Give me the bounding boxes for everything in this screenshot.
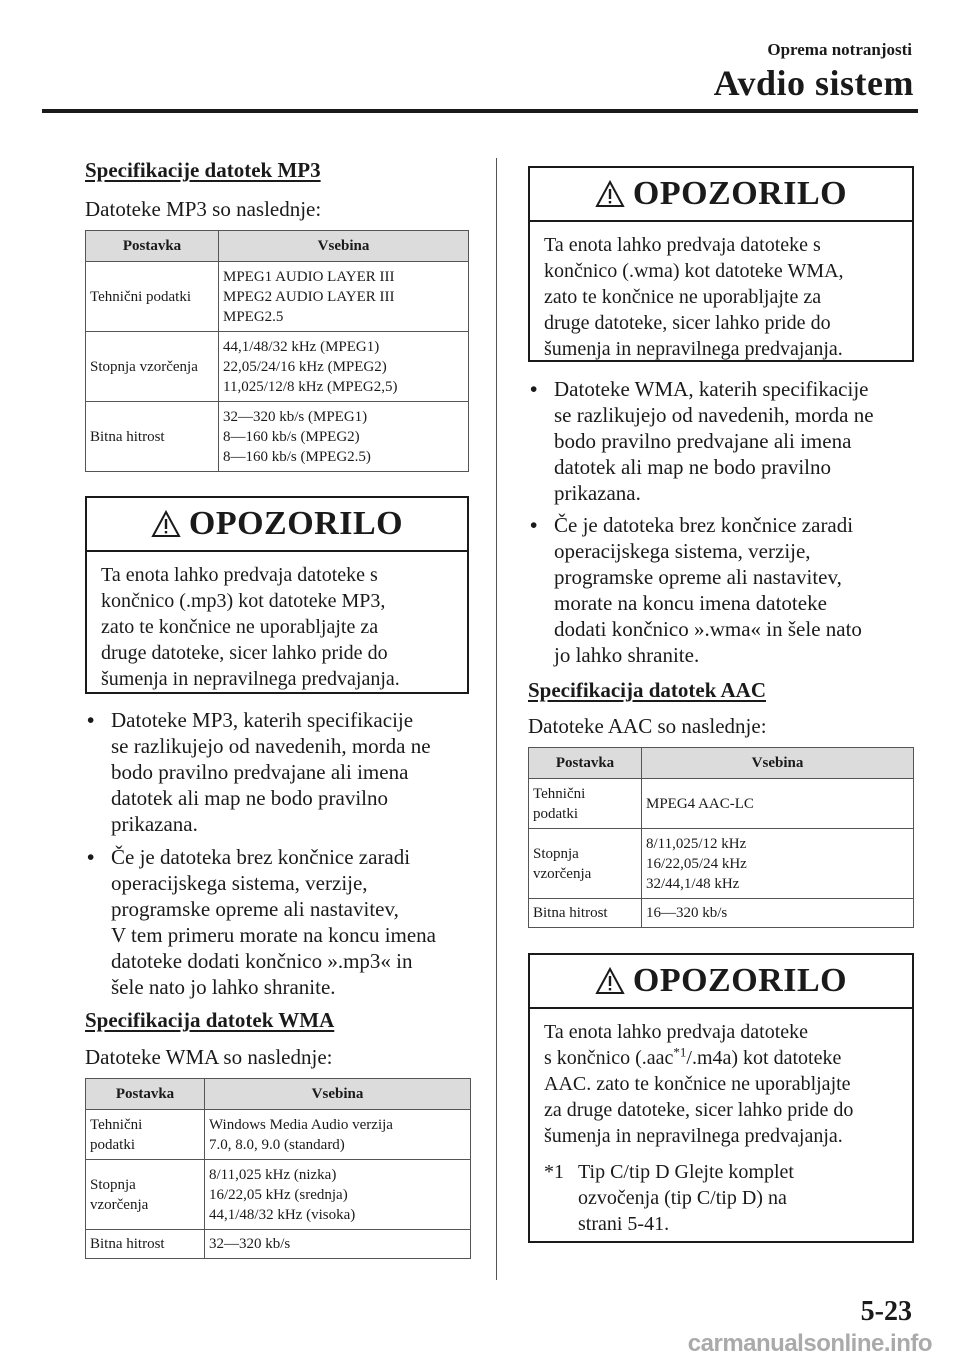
table-row xyxy=(86,1160,471,1230)
warning-line: šumenja in nepravilnega predvajanja. xyxy=(544,1125,843,1147)
list-item xyxy=(528,512,928,668)
warning-header xyxy=(87,498,467,552)
bullet-line: Datoteke MP3, katerih specifikacije xyxy=(111,708,414,732)
list-item xyxy=(528,376,928,506)
bullet-line: se razlikujejo od navedenih, morda ne xyxy=(554,403,874,427)
warning-header xyxy=(530,168,912,222)
warning-triangle-icon xyxy=(151,510,181,538)
col-header-item: Postavka xyxy=(529,748,642,779)
bullet-line: dodati končnico ».wma« in šele nato xyxy=(554,617,862,641)
table-row xyxy=(529,899,914,928)
row-value xyxy=(219,332,469,402)
warning-text xyxy=(530,222,912,372)
table-row xyxy=(86,332,469,402)
bullet-line: se razlikujejo od navedenih, morda ne xyxy=(111,734,431,758)
table-row xyxy=(529,829,914,899)
row-label: Bitna hitrost xyxy=(529,899,642,928)
bullet-line: šele nato jo lahko shranite. xyxy=(111,975,336,999)
bullet-line: Če je datoteka brez končnice zaradi xyxy=(554,513,854,537)
col-header-content: Vsebina xyxy=(205,1079,471,1110)
warning-triangle-icon xyxy=(595,180,625,208)
value-line: MPEG2.5 xyxy=(223,308,284,325)
bullet-line: programske opreme ali nastavitev, xyxy=(111,897,399,921)
warning-line: AAC. zato te končnice ne uporabljajte xyxy=(544,1073,851,1095)
col-header-content: Vsebina xyxy=(642,748,914,779)
warning-line: Ta enota lahko predvaja datoteke s xyxy=(101,564,378,586)
warning-line: končnico (.mp3) kot datoteke MP3, xyxy=(101,590,386,612)
page-number: 5-23 xyxy=(860,1296,912,1327)
col-header-item: Postavka xyxy=(86,1079,205,1110)
column-divider xyxy=(496,158,497,1280)
row-label: Bitna hitrost xyxy=(86,1230,205,1259)
label-line: podatki xyxy=(90,1136,135,1153)
bullet-line: operacijskega sistema, verzije, xyxy=(111,871,368,895)
value-line: 11,025/12/8 kHz (MPEG2,5) xyxy=(223,378,398,395)
aac-warning-box xyxy=(528,953,914,1243)
row-value xyxy=(205,1160,471,1230)
label-line: vzorčenja xyxy=(90,1196,149,1213)
value-line: 8/11,025 kHz (nizka) xyxy=(209,1166,337,1183)
wma-spec-table xyxy=(85,1078,471,1259)
list-item xyxy=(85,707,485,837)
row-label xyxy=(86,1160,205,1230)
warning-header xyxy=(530,955,912,1009)
row-value: 16―320 kb/s xyxy=(642,899,914,928)
mp3-warning-box xyxy=(85,496,469,694)
warning-line: Ta enota lahko predvaja datoteke s xyxy=(544,234,821,256)
label-line: podatki xyxy=(533,805,578,822)
warning-line: Ta enota lahko predvaja datoteke xyxy=(544,1021,809,1043)
bullet-line: datoteke dodati končnico ».mp3« in xyxy=(111,949,413,973)
table-row xyxy=(86,262,469,332)
row-label xyxy=(529,779,642,829)
table-header-row xyxy=(86,1079,471,1110)
row-value: MPEG4 AAC-LC xyxy=(642,779,914,829)
footnote-line: strani 5-41. xyxy=(578,1213,670,1235)
table-row xyxy=(529,779,914,829)
value-line: Windows Media Audio verzija xyxy=(209,1116,393,1133)
value-line: 44,1/48/32 kHz (MPEG1) xyxy=(223,338,380,355)
table-header-row xyxy=(529,748,914,779)
page-title: Avdio sistem xyxy=(713,63,914,103)
value-line: 8―160 kb/s (MPEG2) xyxy=(223,428,360,445)
warning-line: druge datoteke, sicer lahko pride do xyxy=(544,312,831,334)
wma-warning-box xyxy=(528,166,914,362)
bullet-line: jo lahko shranite. xyxy=(554,643,700,667)
warning-line: šumenja in nepravilnega predvajanja. xyxy=(101,668,400,690)
value-line: 8―160 kb/s (MPEG2.5) xyxy=(223,448,371,465)
warning-line-part: /.m4a) kot datoteke xyxy=(686,1047,842,1069)
mp3-spec-table xyxy=(85,230,469,472)
warning-line: zato te končnice ne uporabljajte za xyxy=(101,616,379,638)
watermark: carmanualsonline.info xyxy=(687,1330,932,1357)
list-item xyxy=(85,844,485,1000)
warning-line: druge datoteke, sicer lahko pride do xyxy=(101,642,388,664)
mp3-intro: Datoteke MP3 so naslednje: xyxy=(85,197,322,221)
value-line: 16/22,05/24 kHz xyxy=(646,855,747,872)
header-rule xyxy=(42,109,918,113)
row-label: Tehnični podatki xyxy=(86,262,219,332)
warning-title: OPOZORILO xyxy=(188,505,404,542)
bullet-line: datotek ali map ne bodo pravilno xyxy=(554,455,832,479)
table-row xyxy=(86,402,469,472)
table-row xyxy=(86,1230,471,1259)
warning-triangle-icon xyxy=(595,967,625,995)
row-value xyxy=(219,262,469,332)
value-line: 32―320 kb/s (MPEG1) xyxy=(223,408,368,425)
col-header-item: Postavka xyxy=(86,231,219,262)
bullet-line: Če je datoteka brez končnice zaradi xyxy=(111,845,411,869)
bullet-line: bodo pravilno predvajane ali imena xyxy=(111,760,409,784)
footnote-line: ozvočenja (tip C/tip D) na xyxy=(578,1187,787,1209)
row-label xyxy=(86,1110,205,1160)
table-header-row xyxy=(86,231,469,262)
bullet-icon: • xyxy=(530,377,538,401)
row-value xyxy=(219,402,469,472)
value-line: 16/22,05 kHz (srednja) xyxy=(209,1186,348,1203)
footnote-line: Tip C/tip D Glejte komplet xyxy=(578,1161,794,1183)
warning-line: končnico (.wma) kot datoteke WMA, xyxy=(544,260,844,282)
value-line: 8/11,025/12 kHz xyxy=(646,835,747,852)
row-label: Stopnja vzorčenja xyxy=(86,332,219,402)
value-line: MPEG2 AUDIO LAYER III xyxy=(223,288,395,305)
label-line: Stopnja xyxy=(90,1176,136,1193)
bullet-icon: • xyxy=(87,708,95,732)
warning-title: OPOZORILO xyxy=(632,962,848,999)
value-line: 32/44,1/48 kHz xyxy=(646,875,740,892)
table-row xyxy=(86,1110,471,1160)
row-value: 32―320 kb/s xyxy=(205,1230,471,1259)
bullet-line: Datoteke WMA, katerih specifikacije xyxy=(554,377,869,401)
warning-line-part: s končnico (.aac xyxy=(544,1047,674,1069)
warning-line: zato te končnice ne uporabljajte za xyxy=(544,286,822,308)
row-label xyxy=(529,829,642,899)
warning-title: OPOZORILO xyxy=(632,175,848,212)
aac-intro: Datoteke AAC so naslednje: xyxy=(528,714,767,738)
bullet-line: V tem primeru morate na koncu imena xyxy=(111,923,437,947)
bullet-icon: • xyxy=(87,845,95,869)
bullet-line: bodo pravilno predvajane ali imena xyxy=(554,429,852,453)
value-line: 44,1/48/32 kHz (visoka) xyxy=(209,1206,356,1223)
value-line: 7.0, 8.0, 9.0 (standard) xyxy=(209,1136,345,1153)
warning-line: za druge datoteke, sicer lahko pride do xyxy=(544,1099,854,1121)
label-line: vzorčenja xyxy=(533,865,592,882)
label-line: Stopnja xyxy=(533,845,579,862)
row-value xyxy=(205,1110,471,1160)
bullet-icon: • xyxy=(530,513,538,537)
aac-heading: Specifikacija datotek AAC xyxy=(528,678,766,702)
mp3-heading: Specifikacije datotek MP3 xyxy=(85,158,321,182)
bullet-line: morate na koncu imena datoteke xyxy=(554,591,827,615)
bullet-line: datotek ali map ne bodo pravilno xyxy=(111,786,389,810)
footnote-ref: *1 xyxy=(673,1044,687,1060)
bullet-line: prikazana. xyxy=(111,812,198,836)
col-header-content: Vsebina xyxy=(219,231,469,262)
bullet-line: prikazana. xyxy=(554,481,641,505)
warning-text xyxy=(530,1009,912,1247)
footnote xyxy=(544,1159,898,1237)
row-value xyxy=(642,829,914,899)
section-name: Oprema notranjosti xyxy=(767,40,912,59)
wma-intro: Datoteke WMA so naslednje: xyxy=(85,1045,333,1069)
label-line: Tehnični xyxy=(533,785,586,802)
warning-line: šumenja in nepravilnega predvajanja. xyxy=(544,338,843,360)
row-label: Bitna hitrost xyxy=(86,402,219,472)
label-line: Tehnični xyxy=(90,1116,143,1133)
aac-spec-table xyxy=(528,747,914,928)
bullet-line: programske opreme ali nastavitev, xyxy=(554,565,842,589)
value-line: MPEG1 AUDIO LAYER III xyxy=(223,268,395,285)
warning-line xyxy=(544,1045,898,1071)
value-line: 22,05/24/16 kHz (MPEG2) xyxy=(223,358,387,375)
wma-heading: Specifikacija datotek WMA xyxy=(85,1008,335,1032)
warning-text xyxy=(87,552,467,702)
bullet-line: operacijskega sistema, verzije, xyxy=(554,539,811,563)
footnote-marker: *1 xyxy=(544,1161,564,1183)
